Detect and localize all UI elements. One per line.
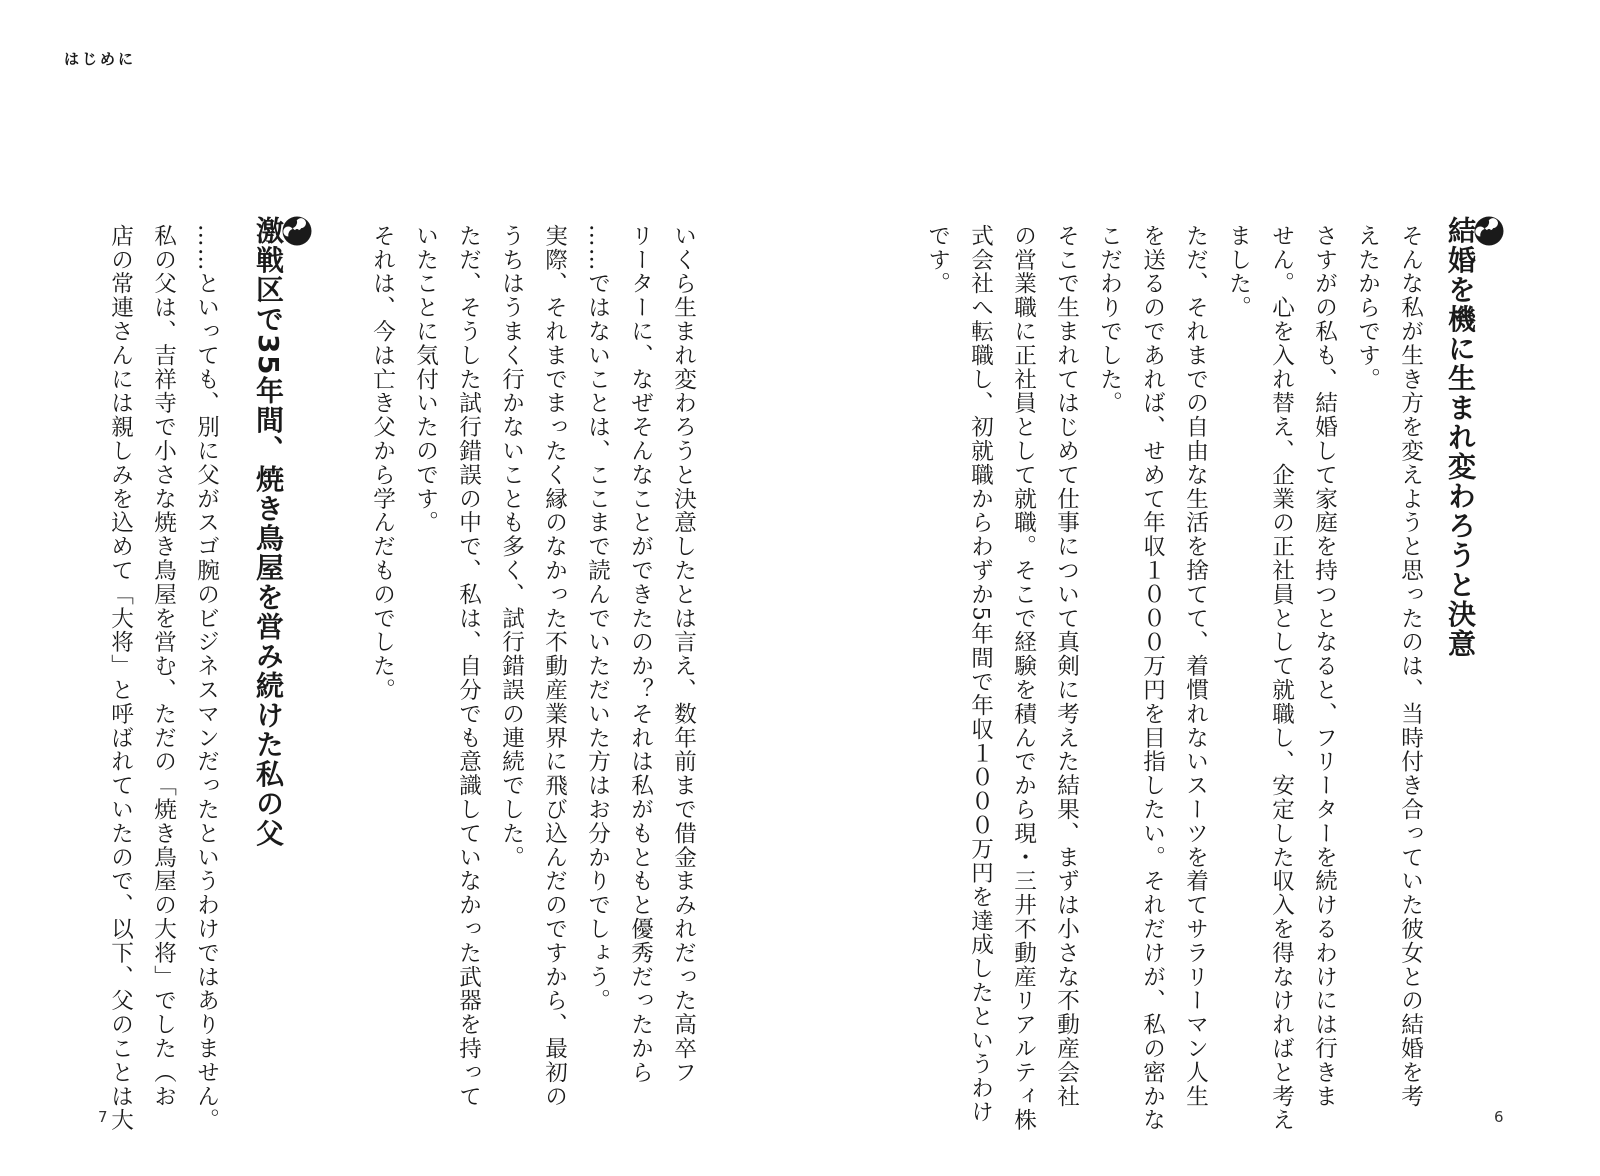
body-line: いたことに気付いたのです。 (412, 224, 439, 535)
body-line: さすがの私も、結婚して家庭を持つとなると、フリーターを続けるわけには行きま (1311, 224, 1338, 1109)
body-line: 式会社へ転職し、初就職からわずか5年間で年収１０００万円を達成したというわけ (967, 224, 994, 1124)
body-line: ました。 (1225, 224, 1252, 320)
body-line: えたからです。 (1354, 224, 1381, 392)
body-line: こだわりでした。 (1096, 224, 1123, 416)
body-line: そんな私が生き方を変えようと思ったのは、当時付き合っていた彼女との結婚を考 (1397, 224, 1424, 1109)
section-heading: 結婚を機に生まれ変わろうと決意 (1444, 216, 1477, 659)
body-line: うちはうまく行かないことも多く、試行錯誤の連続でした。 (498, 224, 525, 870)
body-line: いくら生まれ変わろうと決意したとは言え、数年前まで借金まみれだった高卒フ (670, 224, 697, 1085)
body-line: 店の常連さんには親しみを込めて「大将」と呼ばれていたので、以下、父のことは大 (107, 224, 134, 1133)
body-line: です。 (924, 224, 951, 296)
body-line: それは、今は亡き父から学んだものでした。 (369, 224, 396, 702)
right-page-heading (1446, 216, 1504, 659)
body-line: そこで生まれてはじめて仕事について真剣に考えた結果、まずは小さな不動産会社 (1053, 224, 1080, 1109)
running-head: はじめに (64, 50, 137, 68)
body-line: ……ではないことは、ここまで読んでいただいた方はお分かりでしょう。 (584, 224, 611, 1013)
body-line: を送るのであれば、せめて年収１０００万円を目指したい。それだけが、私の密かな (1139, 224, 1166, 1133)
body-line: リーターに、なぜそんなことができたのか？それは私がもともと優秀だったから (627, 224, 654, 1085)
body-line: ……といっても、別に父がスゴ腕のビジネスマンだったというわけではありません。 (193, 224, 220, 1133)
page-number-right: 6 (1494, 1108, 1504, 1126)
body-line: せん。心を入れ替え、企業の正社員として就職し、安定した収入を得なければと考え (1268, 224, 1295, 1133)
body-line: 実際、それまでまったく縁のなかった不動産業界に飛び込んだのですから、最初の (541, 224, 568, 1109)
tomoe-icon (282, 216, 312, 246)
left-page-heading (254, 216, 312, 848)
body-line: の営業職に正社員として就職。そこで経験を積んでから現・三井不動産リアルティ株 (1010, 224, 1037, 1133)
body-line: 私の父は、吉祥寺で小さな焼き鳥屋を営む、ただの「焼き鳥屋の大将」でした（お (150, 224, 177, 1109)
page-number-left: 7 (98, 1108, 108, 1126)
tomoe-icon (1474, 216, 1504, 246)
body-line: ただ、それまでの自由な生活を捨てて、着慣れないスーツを着てサラリーマン人生 (1182, 224, 1209, 1109)
body-line: ただ、そうした試行錯誤の中で、私は、自分でも意識していなかった武器を持って (455, 224, 482, 1109)
section-heading: 激戦区で35年間、焼き鳥屋を営み続けた私の父 (252, 216, 285, 848)
